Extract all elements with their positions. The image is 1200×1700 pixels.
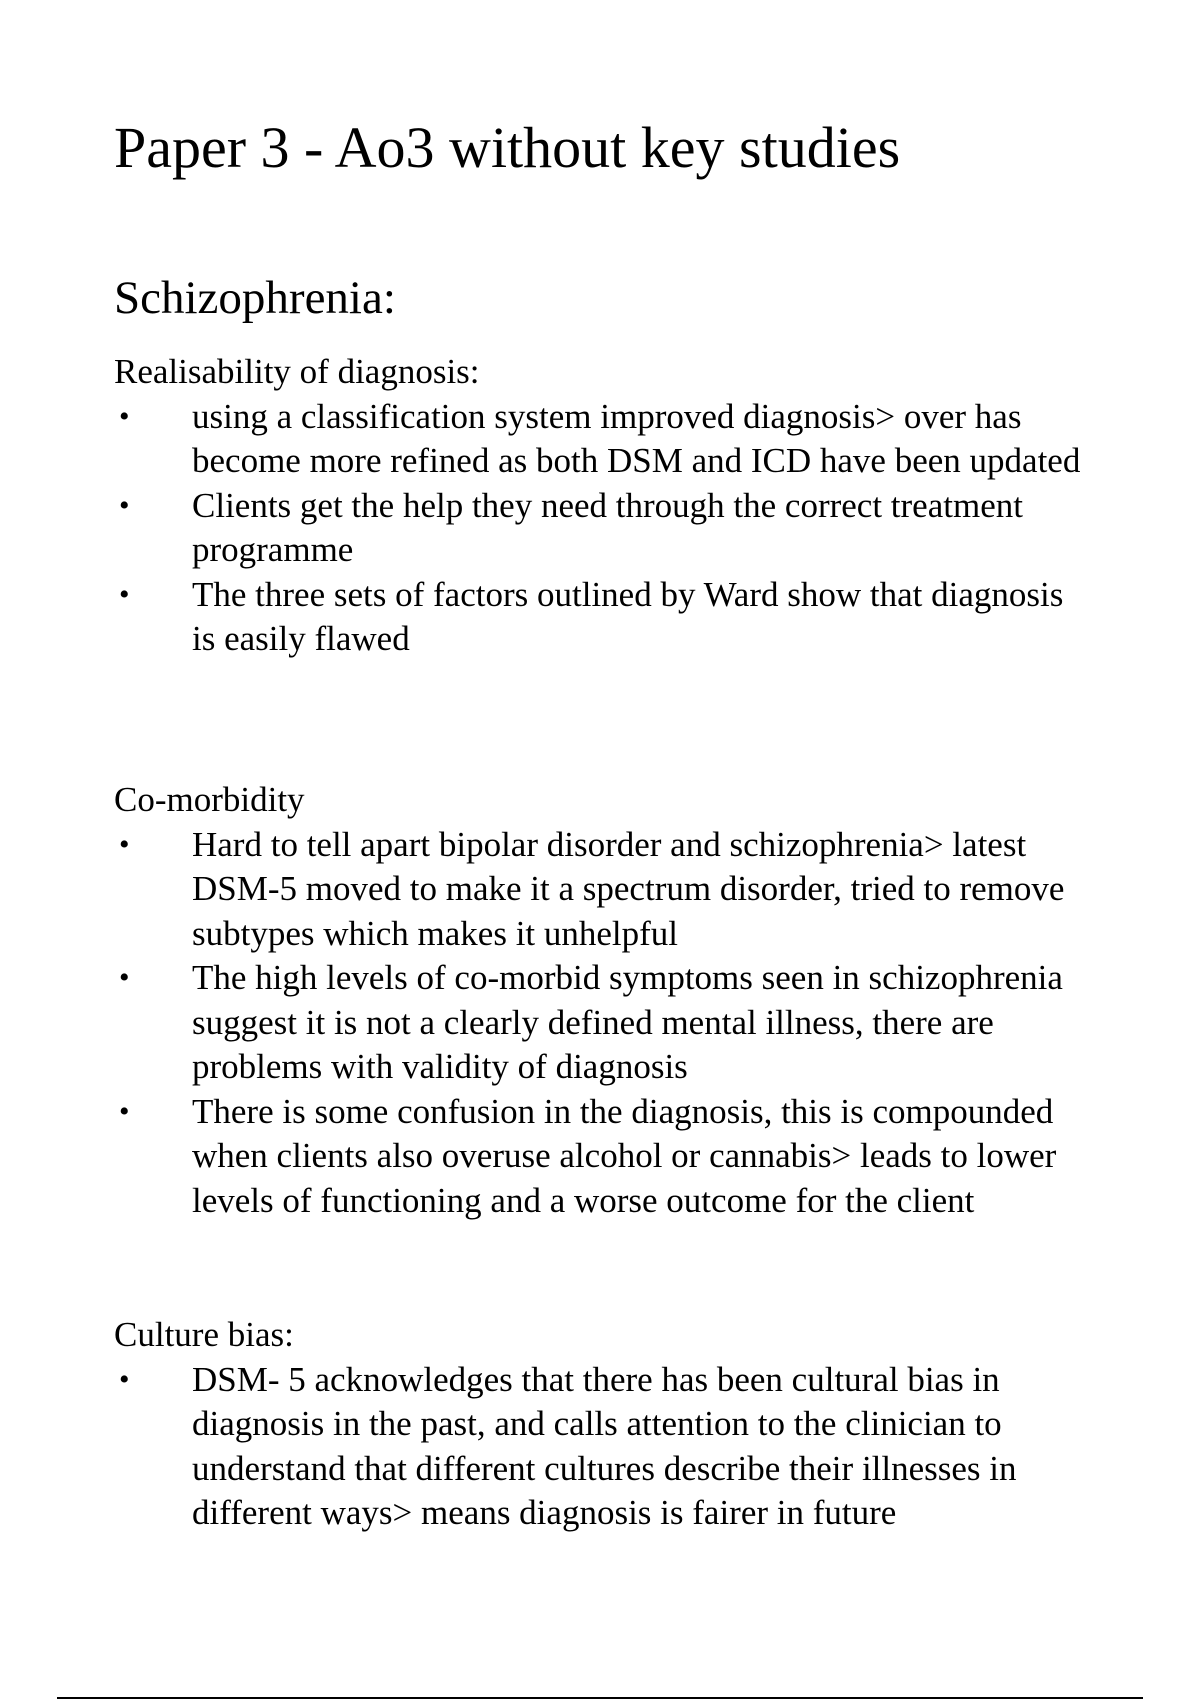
page-title: Paper 3 - Ao3 without key studies bbox=[114, 115, 901, 180]
bullet-text: using a classification system improved diagnosis> over has become more refined as both DSM and ICD have been updated bbox=[192, 396, 1081, 480]
list-item bbox=[114, 484, 1092, 573]
bullet-list bbox=[114, 823, 1114, 1224]
section-heading: Co-morbidity bbox=[114, 780, 305, 819]
bullet-text: There is some confusion in the diagnosis, this is compounded when clients also overuse alcohol or cannabis> leads to lower levels of functioning and a worse outcome for the client bbox=[192, 1091, 1057, 1220]
section-reliability bbox=[114, 350, 1114, 662]
bullet-icon: • bbox=[119, 961, 130, 994]
bullet-list bbox=[114, 1358, 1114, 1536]
list-item bbox=[114, 1358, 1092, 1536]
bullet-icon: • bbox=[119, 399, 130, 433]
bullet-icon: • bbox=[119, 1094, 130, 1128]
section-heading: Realisability of diagnosis: bbox=[114, 352, 480, 391]
list-item bbox=[114, 573, 1092, 662]
bullet-text: The high levels of co-morbid symptoms seen in schizophrenia suggest it is not a clearly defined mental illness, there are problems with validity of diagnosis bbox=[192, 958, 1063, 1086]
topic-heading: Schizophrenia: bbox=[114, 272, 396, 324]
bullet-text: DSM- 5 acknowledges that there has been cultural bias in diagnosis in the past, and calls attention to the clinician to understand that different cultures describe their illnesses in different ways> means diagnosis is fairer in future bbox=[192, 1359, 1017, 1532]
section-culture-bias bbox=[114, 1313, 1114, 1536]
bullet-text: Clients get the help they need through the correct treatment programme bbox=[192, 485, 1023, 569]
bullet-icon: • bbox=[119, 577, 130, 611]
bullet-icon: • bbox=[119, 827, 130, 861]
list-item bbox=[114, 823, 1092, 957]
list-item bbox=[114, 956, 1092, 1090]
bullet-icon: • bbox=[119, 488, 130, 522]
section-heading: Culture bias: bbox=[114, 1315, 294, 1354]
bullet-text: The three sets of factors outlined by Ward show that diagnosis is easily flawed bbox=[192, 574, 1064, 658]
list-item bbox=[114, 395, 1092, 484]
bullet-list bbox=[114, 395, 1114, 662]
section-co-morbidity bbox=[114, 778, 1114, 1223]
page-bottom-rule bbox=[57, 1697, 1143, 1699]
bullet-icon: • bbox=[119, 1362, 130, 1396]
bullet-text: Hard to tell apart bipolar disorder and schizophrenia> latest DSM-5 moved to make it a spectrum disorder, tried to remove subtypes which makes it unhelpful bbox=[192, 824, 1065, 953]
list-item bbox=[114, 1090, 1092, 1224]
